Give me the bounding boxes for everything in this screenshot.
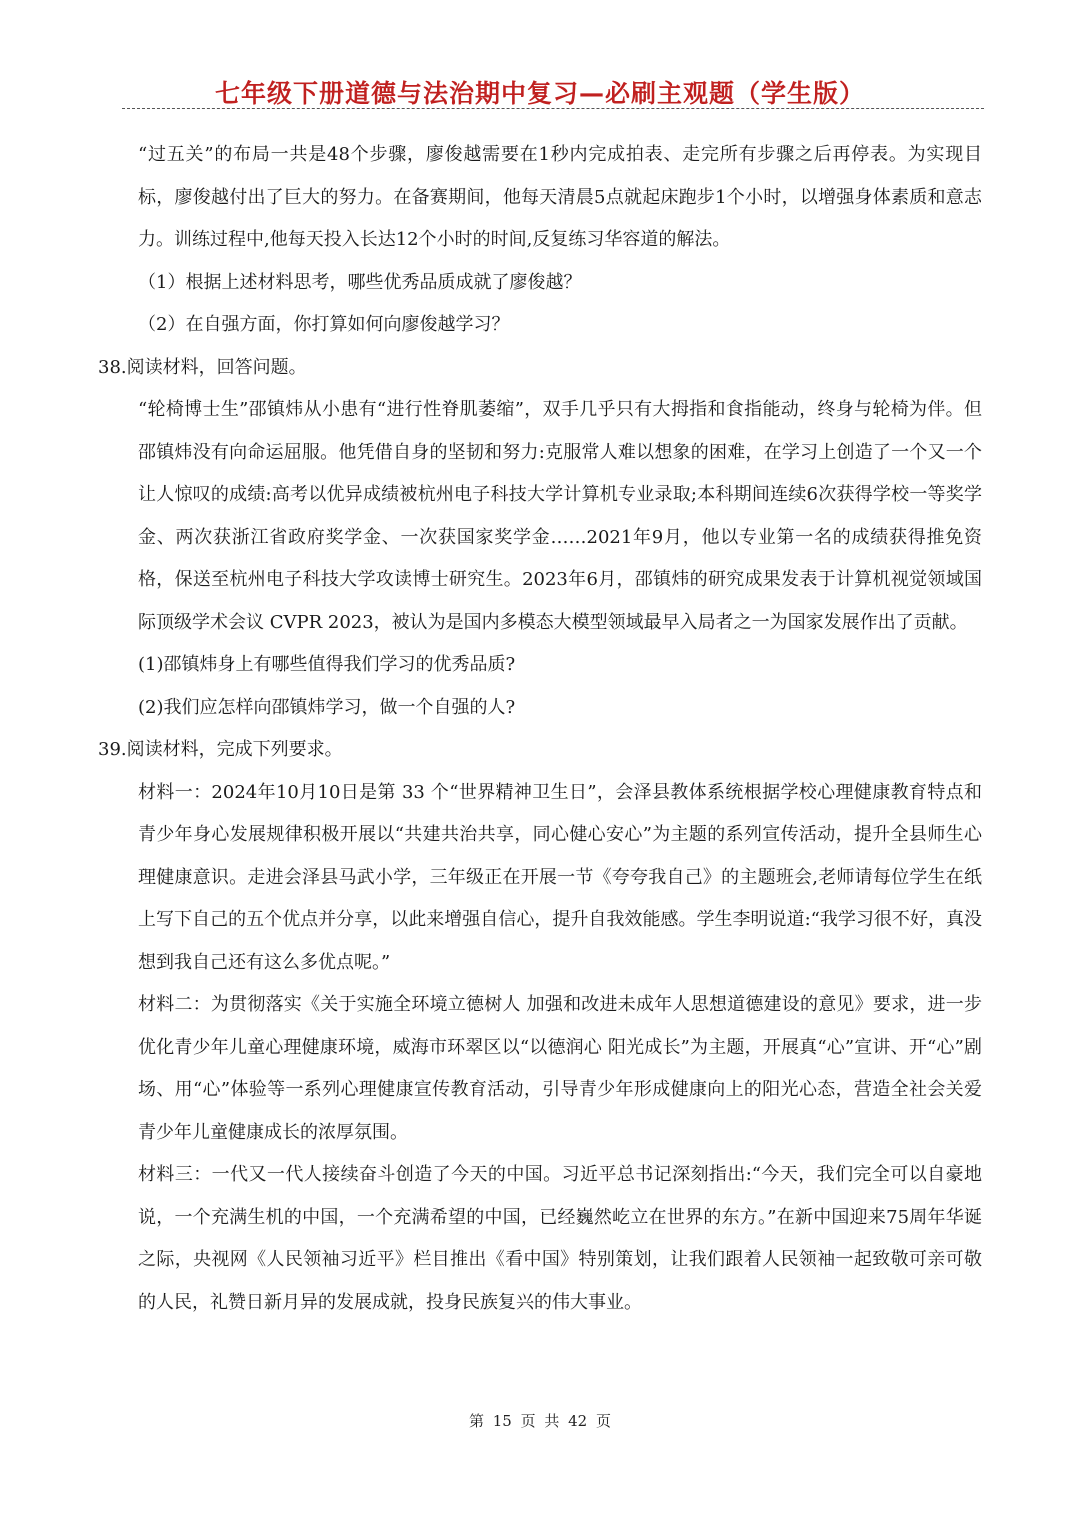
q39-material-2: 材料二：为贯彻落实《关于实施全环境立德树人 加强和改进未成年人思想道德建设的意见》要求，进一步优化青少年儿童心理健康环境，威海市环翠区以“以德润心 阳光成长”为主题，开展真“心”宣讲、开“心”剧场、用“心”体验等一系列心理健康宣传教育活动，引导青少年形成健康向上的阳光心态，营造全社会关爱青少年儿童健康成长的浓厚氛围。: [138, 994, 982, 1143]
q39-material-3: 材料三：一代又一代人接续奋斗创造了今天的中国。习近平总书记深刻指出:“今天，我们完全可以自豪地说，一个充满生机的中国，一个充满希望的中国，已经巍然屹立在世界的东方。”在新中国迎来75周年华诞之际，央视网《人民领袖习近平》栏目推出《看中国》特别策划，让我们跟着人民领袖一起致敬可亲可敬的人民，礼赞日新月异的发展成就，投身民族复兴的伟大事业。: [138, 1164, 982, 1313]
q37-material: “过五关”的布局一共是48个步骤，廖俊越需要在1秒内完成拍表、走完所有步骤之后再停表。为实现目标，廖俊越付出了巨大的努力。在备赛期间，他每天清晨5点就起床跑步1个小时，以增强身体素质和意志力。训练过程中,他每天投入长达12个小时的时间,反复练习华容道的解法。: [138, 144, 982, 250]
page-number: 第 15 页 共 42 页: [468, 1412, 611, 1430]
q38-material: “轮椅博士生”邵镇炜从小患有“进行性脊肌萎缩”，双手几乎只有大拇指和食指能动，终身与轮椅为伴。但邵镇炜没有向命运屈服。他凭借自身的坚韧和努力:克服常人难以想象的困难，在学习上创造了一个又一个让人惊叹的成绩:高考以优异成绩被杭州电子科技大学计算机专业录取;本科期间连续6次获得学校一等奖学金、两次获浙江省政府奖学金、一次获国家奖学金……2021年9月，他以专业第一名的成绩获得推免资格，保送至杭州电子科技大学攻读博士研究生。2023年6月，邵镇炜的研究成果发表于计算机视觉领域国际顶级学术会议 CVPR 2023，被认为是国内多模态大模型领域最早入局者之一为国家发展作出了贡献。: [138, 399, 982, 633]
document-body: [98, 134, 982, 1324]
q37-sub-question-2: （2）在自强方面，你打算如何向廖俊越学习？: [138, 314, 510, 335]
q39-material-1: 材料一：2024年10月10日是第 33 个“世界精神卫生日”，会泽县教体系统根据学校心理健康教育特点和青少年身心发展规律积极开展以“共建共治共享，同心健心安心”为主题的系列宣传活动，提升全县师生心理健康意识。走进会泽县马武小学，三年级正在开展一节《夸夸我自己》的主题班会,老师请每位学生在纸上写下自己的五个优点并分享，以此来增强自信心，提升自我效能感。学生李明说道:“我学习很不好，真没想到我自己还有这么多优点呢。”: [138, 781, 982, 973]
q38-heading: 38.阅读材料，回答问题。: [98, 356, 307, 378]
q39-heading: 39.阅读材料，完成下列要求。: [98, 739, 343, 760]
page-title: 七年级下册道德与法治期中复习—必刷主观题（学生版）: [214, 79, 865, 108]
q38-sub-question-1: (1)邵镇炜身上有哪些值得我们学习的优秀品质?: [138, 654, 516, 675]
header-divider: [122, 108, 984, 109]
q38-sub-question-2: (2)我们应怎样向邵镇炜学习，做一个自强的人?: [138, 696, 516, 718]
q37-sub-question-1: （1）根据上述材料思考，哪些优秀品质成就了廖俊越？: [138, 271, 582, 293]
